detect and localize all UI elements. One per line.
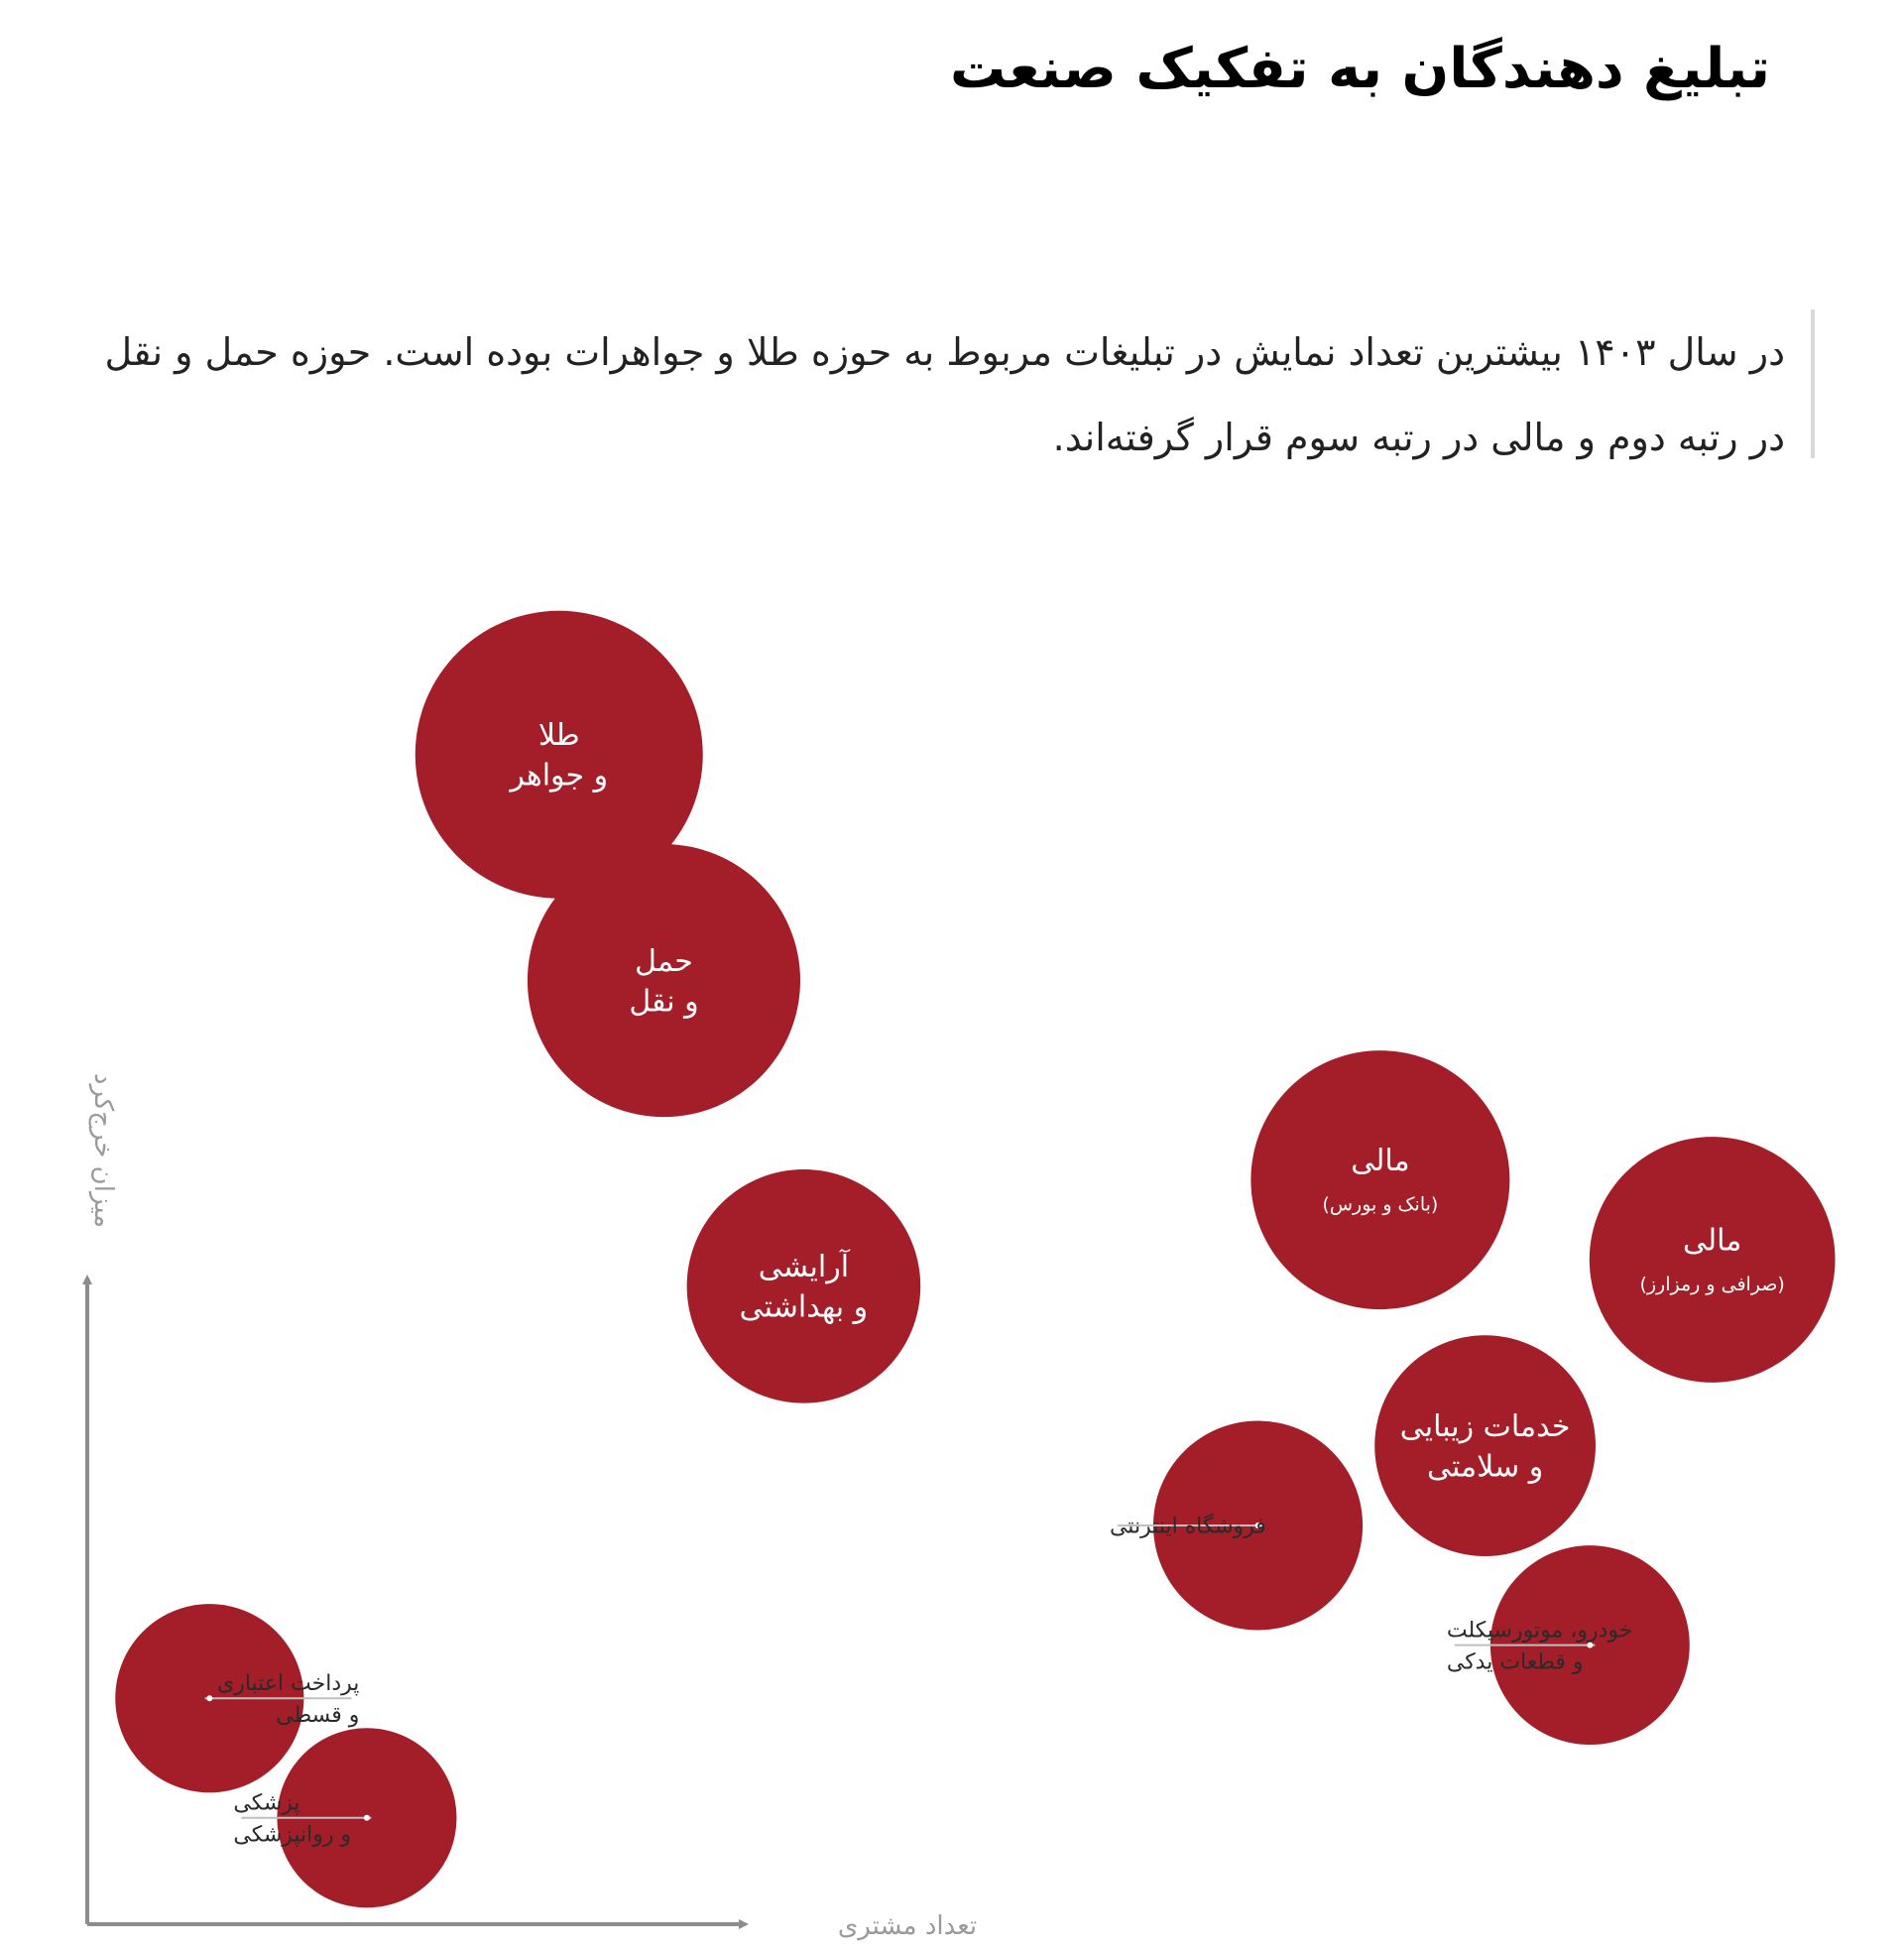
connector-dot <box>364 1815 370 1821</box>
bubble-external-label: خودرو، موتورسیکلت <box>1446 1618 1633 1644</box>
bubble-group <box>687 1169 921 1403</box>
bubble-group <box>1374 1335 1596 1556</box>
bubble-label: مالی <box>1682 1223 1742 1259</box>
bubble-external-label: و روانپزشکی <box>233 1822 352 1848</box>
connector-dot <box>206 1695 212 1701</box>
bubble-label: خدمات زیبایی <box>1399 1408 1571 1444</box>
bubble-external-label: و قسطی <box>276 1702 360 1728</box>
bubble <box>1374 1335 1596 1556</box>
bubble <box>528 844 800 1117</box>
bubble <box>687 1169 921 1403</box>
bubble-label: و جواهر <box>510 758 609 793</box>
bubble-label: و سلامتی <box>1427 1449 1544 1485</box>
bubble-label: آرایشی <box>758 1250 850 1285</box>
page-title: تبلیغ دهندگان به تفکیک صنعت <box>950 37 1770 101</box>
bubble-label: حمل <box>635 943 693 979</box>
bubble-label: و نقل <box>629 984 699 1020</box>
bubble-external-label: فروشگاه اینترنتی <box>1109 1514 1266 1539</box>
bubble-external-label: پرداخت اعتباری <box>216 1670 360 1696</box>
chart-bubbles <box>115 611 1835 1908</box>
intro-paragraph: در سال ۱۴۰۳ بیشترین تعداد نمایش در تبلیغات مربوط به حوزه طلا و جواهرات بوده است. حوزه حمل و نقل در رتبه دوم و مالی در رتبه سوم قرار گرفته‌اند. <box>79 309 1815 458</box>
bubble-label: و بهداشتی <box>739 1289 869 1325</box>
bubble <box>1250 1050 1509 1309</box>
bubble-external-label: پزشکی <box>233 1790 300 1816</box>
connector-dot <box>1587 1643 1593 1648</box>
bubble-group <box>1250 1050 1509 1309</box>
bubble <box>1590 1137 1836 1383</box>
bubble-group <box>1110 1420 1363 1630</box>
bubble-sublabel: (صرافی و رمزارز) <box>1639 1273 1785 1295</box>
bubble-sublabel: (بانک و بورس) <box>1322 1193 1439 1216</box>
bubble-external-label: و قطعات یدکی <box>1446 1649 1584 1675</box>
bubble-label: مالی <box>1351 1143 1410 1178</box>
bubble-label: طلا <box>537 718 580 754</box>
bubble-group <box>1590 1137 1836 1383</box>
bubble-group <box>528 844 800 1117</box>
y-axis-label: میزان خرج‌کرد <box>88 1072 118 1229</box>
x-axis-label: تعداد مشتری <box>837 1911 978 1941</box>
bubble-group <box>1447 1545 1690 1745</box>
